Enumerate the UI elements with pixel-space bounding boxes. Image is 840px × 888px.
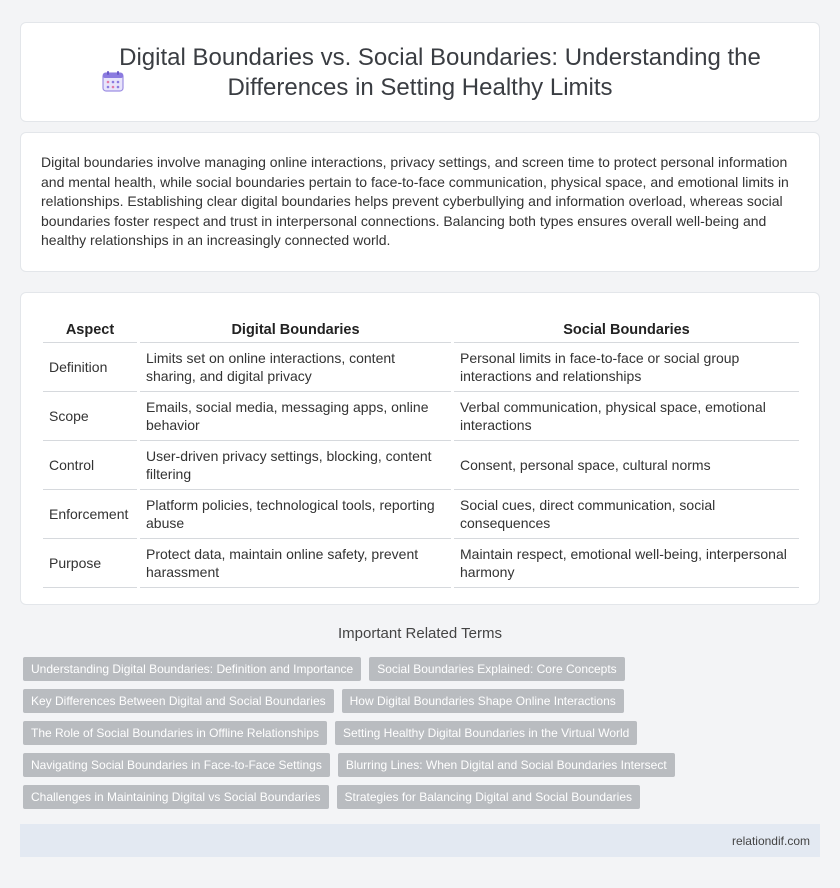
page-title (21, 43, 819, 103)
related-term-tag[interactable]: Strategies for Balancing Digital and Social Boundaries (337, 785, 641, 809)
table-row (43, 343, 799, 392)
column-header-social: Social Boundaries (454, 309, 799, 343)
table-cell-social: Maintain respect, emotional well-being, interpersonal harmony (454, 539, 799, 588)
table-cell-digital: Platform policies, technological tools, reporting abuse (140, 490, 451, 539)
table-cell-aspect: Control (43, 441, 137, 490)
table-cell-digital: User-driven privacy settings, blocking, content filtering (140, 441, 451, 490)
footer-site-link[interactable]: relationdif.com (731, 834, 810, 848)
intro-card (20, 132, 820, 272)
table-cell-digital: Protect data, maintain online safety, prevent harassment (140, 539, 451, 588)
table-cell-aspect: Definition (43, 343, 137, 392)
table-cell-aspect: Enforcement (43, 490, 137, 539)
table-row (43, 539, 799, 588)
comparison-table-card (20, 292, 820, 605)
table-cell-social: Social cues, direct communication, social consequences (454, 490, 799, 539)
table-row (43, 392, 799, 441)
related-term-tag[interactable]: How Digital Boundaries Shape Online Interactions (342, 689, 624, 713)
related-tags-row (23, 657, 625, 681)
table-cell-social: Consent, personal space, cultural norms (454, 441, 799, 490)
table-row (43, 441, 799, 490)
related-terms-heading: Important Related Terms (338, 625, 502, 642)
table-header-row (43, 309, 799, 343)
page-title-line-2: Differences in Setting Healthy Limits (227, 74, 613, 101)
related-term-tag[interactable]: Key Differences Between Digital and Social Boundaries (23, 689, 334, 713)
related-tags-row (23, 753, 675, 777)
table-cell-aspect: Purpose (43, 539, 137, 588)
related-tags-row (23, 721, 637, 745)
related-term-tag[interactable]: Navigating Social Boundaries in Face-to-Face Settings (23, 753, 330, 777)
related-term-tag[interactable]: The Role of Social Boundaries in Offline Relationships (23, 721, 327, 745)
related-term-tag[interactable]: Social Boundaries Explained: Core Concepts (369, 657, 624, 681)
intro-paragraph: Digital boundaries involve managing online interactions, privacy settings, and screen time to protect personal information and mental health, while social boundaries pertain to face-to-face communication, physical space, and emotional limits in relationships. Establishing clear digital boundaries helps prevent cyberbullying and information overload, whereas social boundaries foster respect and trust in interpersonal connections. Balancing both types ensures overall well-being and healthy relationships in an increasingly connected world. (41, 154, 789, 248)
related-tags-row (23, 689, 624, 713)
table-cell-digital: Limits set on online interactions, content sharing, and digital privacy (140, 343, 451, 392)
page-title-line-1: Digital Boundaries vs. Social Boundaries: Understanding the (119, 44, 761, 71)
header-card (20, 22, 820, 122)
table-cell-social: Personal limits in face-to-face or social group interactions and relationships (454, 343, 799, 392)
related-term-tag[interactable]: Understanding Digital Boundaries: Definition and Importance (23, 657, 361, 681)
related-tags-row (23, 785, 640, 809)
table-cell-aspect: Scope (43, 392, 137, 441)
comparison-table (43, 309, 799, 588)
table-cell-social: Verbal communication, physical space, emotional interactions (454, 392, 799, 441)
table-row (43, 490, 799, 539)
related-term-tag[interactable]: Challenges in Maintaining Digital vs Social Boundaries (23, 785, 329, 809)
related-term-tag[interactable]: Setting Healthy Digital Boundaries in the Virtual World (335, 721, 637, 745)
column-header-digital: Digital Boundaries (140, 309, 451, 343)
column-header-aspect: Aspect (43, 309, 137, 343)
related-term-tag[interactable]: Blurring Lines: When Digital and Social Boundaries Intersect (338, 753, 675, 777)
footer-bar (20, 824, 820, 857)
table-cell-digital: Emails, social media, messaging apps, online behavior (140, 392, 451, 441)
